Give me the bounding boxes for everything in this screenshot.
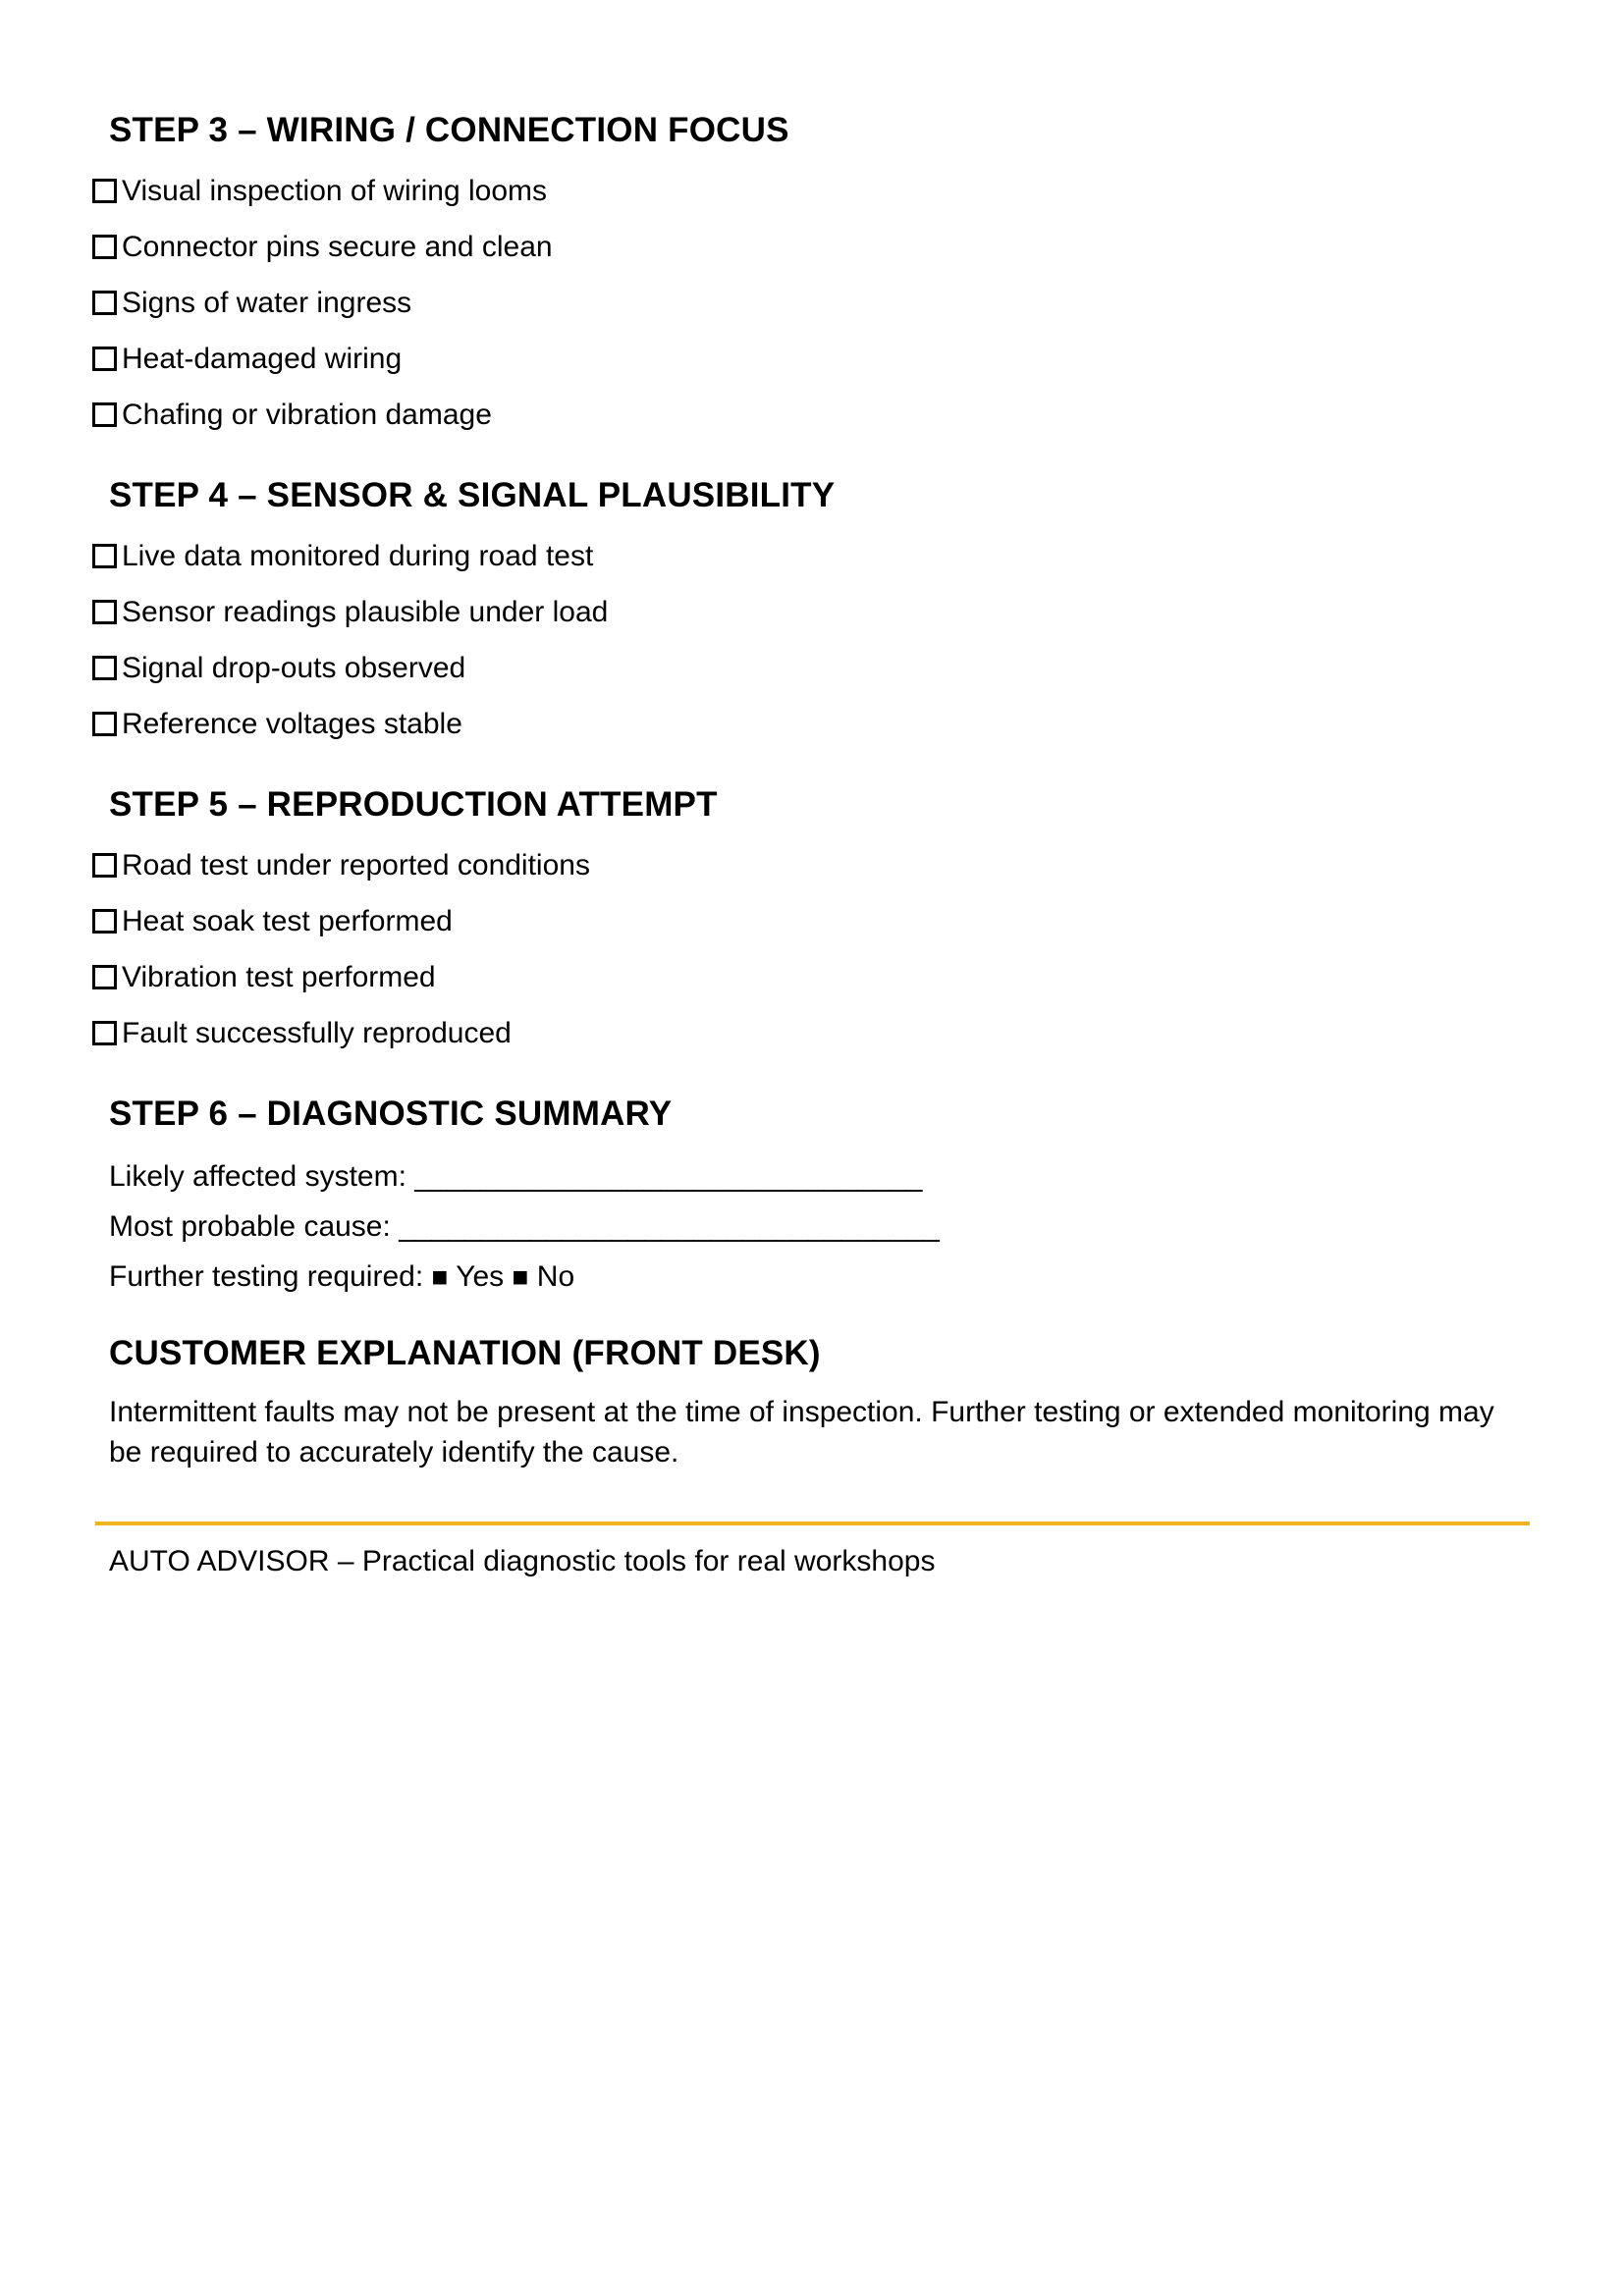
- checklist-item-label: Chafing or vibration damage: [122, 399, 492, 431]
- section-step-4: [92, 475, 1530, 741]
- no-checkbox-filled-icon[interactable]: ■: [512, 1261, 529, 1292]
- checklist-item-label: Visual inspection of wiring looms: [122, 175, 547, 207]
- checklist-item-label: Connector pins secure and clean: [122, 231, 553, 263]
- step-4-heading: STEP 4 – SENSOR & SIGNAL PLAUSIBILITY: [109, 476, 836, 514]
- checklist-item-label: Signal drop-outs observed: [122, 652, 466, 684]
- checklist-item-label: Fault successfully reproduced: [122, 1017, 512, 1049]
- section-step-5: [92, 784, 1530, 1050]
- checkbox-unchecked-icon[interactable]: [92, 965, 117, 989]
- checklist-item: [92, 287, 1530, 320]
- step-6-heading: STEP 6 – DIAGNOSTIC SUMMARY: [109, 1095, 673, 1133]
- checklist-item-label: Vibration test performed: [122, 961, 436, 993]
- checkbox-unchecked-icon[interactable]: [92, 235, 117, 259]
- summary-field-label: Likely affected system:: [109, 1160, 406, 1193]
- summary-field-label: Further testing required:: [109, 1260, 424, 1293]
- checklist-item: [92, 652, 1530, 685]
- checkbox-unchecked-icon[interactable]: [92, 1021, 117, 1045]
- checkbox-unchecked-icon[interactable]: [92, 402, 117, 427]
- checklist-item: [92, 905, 1530, 938]
- customer-explanation-heading: CUSTOMER EXPLANATION (FRONT DESK): [109, 1334, 821, 1372]
- summary-field-label: Most probable cause:: [109, 1210, 391, 1243]
- checklist-item: [92, 231, 1530, 264]
- section-step-3: [92, 110, 1530, 432]
- checkbox-unchecked-icon[interactable]: [92, 656, 117, 680]
- checklist-item: [92, 399, 1530, 432]
- step-5-heading: STEP 5 – REPRODUCTION ATTEMPT: [109, 785, 718, 824]
- checkbox-unchecked-icon[interactable]: [92, 544, 117, 568]
- step-3-heading: STEP 3 – WIRING / CONNECTION FOCUS: [109, 111, 789, 149]
- checklist-item: [92, 343, 1530, 376]
- checklist-item: [92, 596, 1530, 629]
- checklist-item-label: Sensor readings plausible under load: [122, 596, 609, 628]
- checkbox-unchecked-icon[interactable]: [92, 291, 117, 315]
- checklist-item-label: Heat-damaged wiring: [122, 343, 403, 375]
- yes-checkbox-filled-icon[interactable]: ■: [431, 1261, 449, 1292]
- section-step-6: [92, 1094, 1530, 1296]
- checklist-item-label: Live data monitored during road test: [122, 540, 594, 572]
- checklist-item: [92, 1017, 1530, 1050]
- summary-field-probable-cause: [109, 1208, 1530, 1246]
- checkbox-unchecked-icon[interactable]: [92, 853, 117, 878]
- footer-divider: [95, 1522, 1530, 1525]
- checkbox-unchecked-icon[interactable]: [92, 347, 117, 371]
- checklist-item: [92, 540, 1530, 573]
- checkbox-unchecked-icon[interactable]: [92, 909, 117, 934]
- checklist-item-label: Road test under reported conditions: [122, 849, 590, 881]
- checklist-item-label: Reference voltages stable: [122, 708, 462, 740]
- checkbox-unchecked-icon[interactable]: [92, 600, 117, 624]
- summary-field-likely-system: [109, 1158, 1530, 1196]
- checklist-item-label: Heat soak test performed: [122, 905, 453, 937]
- checklist-item: [92, 961, 1530, 994]
- checklist-item: [92, 849, 1530, 882]
- checkbox-unchecked-icon[interactable]: [92, 179, 117, 203]
- customer-explanation-body: Intermittent faults may not be present at the time of inspection. Further testing or extended monitoring may be required to accurately identify the cause.: [109, 1396, 1494, 1468]
- summary-field-further-testing: [109, 1258, 1530, 1296]
- no-label: No: [536, 1260, 575, 1293]
- blank-line: _______________________________: [414, 1160, 923, 1193]
- checklist-item-label: Signs of water ingress: [122, 287, 412, 319]
- checklist-item: [92, 708, 1530, 741]
- blank-line: _________________________________: [399, 1210, 940, 1243]
- checkbox-unchecked-icon[interactable]: [92, 712, 117, 736]
- checklist-item: [92, 175, 1530, 208]
- footer-tagline: AUTO ADVISOR – Practical diagnostic tools for real workshops: [109, 1545, 936, 1577]
- section-customer-explanation: [92, 1333, 1530, 1472]
- yes-label: Yes: [456, 1260, 505, 1293]
